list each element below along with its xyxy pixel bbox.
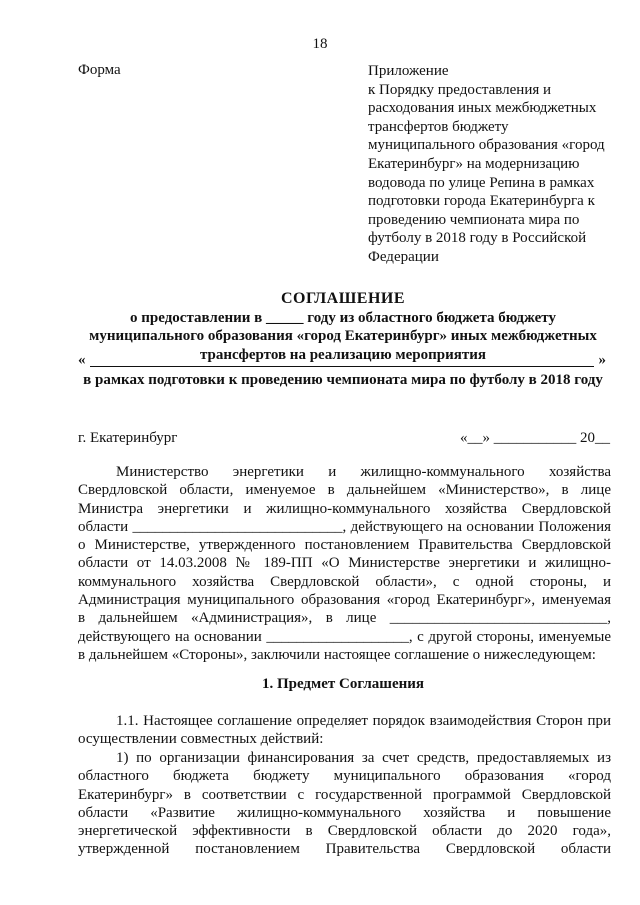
paragraph-line: области от 14.03.2008 № 189-ПП «О Министерстве энергетики и жилищно- <box>78 555 611 572</box>
form-label: Форма <box>78 62 121 78</box>
agreement-title: СОГЛАШЕНИЕ <box>280 290 406 307</box>
paragraph-line: Министерство энергетики и жилищно-коммунального хозяйства <box>116 464 611 480</box>
appendix-line: Федерации <box>368 248 439 265</box>
paragraph-line: действующего на основании ___________________, с другой стороны, именуемые <box>78 628 611 645</box>
paragraph-line: Министра энергетики и жилищно-коммунального хозяйства Свердловской <box>78 500 611 517</box>
paragraph-line: в дальнейшем «Стороны», заключили настоящее соглашение о нижеследующем: <box>78 646 596 663</box>
clause-1-1 <box>78 712 611 749</box>
appendix-line: расходования иных межбюджетных <box>368 100 597 117</box>
paragraph-line: о Министерстве, утвержденного постановлением Правительства Свердловской <box>78 537 611 554</box>
appendix-line: трансфертов бюджету <box>368 118 509 135</box>
city: г. Екатеринбург <box>78 430 178 446</box>
event-name-blank <box>78 352 606 370</box>
subtitle-line: трансфертов на реализацию мероприятия <box>199 346 487 363</box>
quote-open: « <box>78 352 86 368</box>
appendix-line: Приложение <box>368 63 449 79</box>
paragraph-line: области ____________________________, действующего на основании Положения <box>78 518 611 535</box>
paragraph-line: областного бюджета бюджету муниципального образования «город <box>78 768 611 785</box>
section-title: 1. Предмет Соглашения <box>261 676 425 692</box>
paragraph-line: 1) по организации финансирования за счет средств, предоставляемых из <box>116 750 611 766</box>
appendix-line: Екатеринбург» на модернизацию <box>368 155 580 172</box>
paragraph-line: 1.1. Настоящее соглашение определяет порядок взаимодействия Сторон при <box>116 713 611 729</box>
paragraph-line: Администрация муниципального образования «город Екатеринбург», именуемая <box>78 592 611 609</box>
paragraph-line: энергетической эффективности в Свердловской области до 2020 года», <box>78 823 611 840</box>
appendix-line: подготовки города Екатеринбурга к <box>368 193 595 210</box>
subtitle-line: муниципального образования «город Екатеринбург» иных межбюджетных <box>89 328 597 344</box>
subtitle-line: о предоставлении в _____ году из областного бюджета бюджету <box>130 309 556 326</box>
appendix-line: проведению чемпионата мира по <box>368 211 580 228</box>
quote-close: » <box>598 352 606 368</box>
paragraph-line: области «Развитие жилищно-коммунального хозяйства и повышение <box>78 804 611 821</box>
paragraph-line: утвержденной постановлением Правительства Свердловской области <box>78 841 611 858</box>
blank-rule <box>90 366 594 367</box>
clause-1-1-item-1 <box>78 749 611 859</box>
page-number: 18 <box>312 36 328 52</box>
appendix-line: муниципального образования «город <box>368 137 605 154</box>
paragraph-line: осуществлении совместных действий: <box>78 731 324 748</box>
date-blank: «__» ___________ 20__ <box>460 430 610 446</box>
paragraph-line: коммунального хозяйства Свердловской области», с одной стороны, и <box>78 573 611 590</box>
paragraph-line: Екатеринбург» в соответствии с государственной программой Свердловской <box>78 786 611 803</box>
paragraph-line: в дальнейшем «Администрация», в лице _____________________________, <box>78 610 611 627</box>
frame-line: в рамках подготовки к проведению чемпионата мира по футболу в 2018 году <box>83 372 603 388</box>
appendix-line: водовода по улице Репина в рамках <box>368 174 595 191</box>
appendix-line: футболу в 2018 году в Российской <box>368 230 587 247</box>
appendix-block <box>368 62 618 267</box>
appendix-line: к Порядку предоставления и <box>368 81 552 98</box>
parties-paragraph <box>78 463 611 664</box>
paragraph-line: Свердловской области, именуемое в дальнейшем «Министерство», в лице <box>78 482 611 499</box>
